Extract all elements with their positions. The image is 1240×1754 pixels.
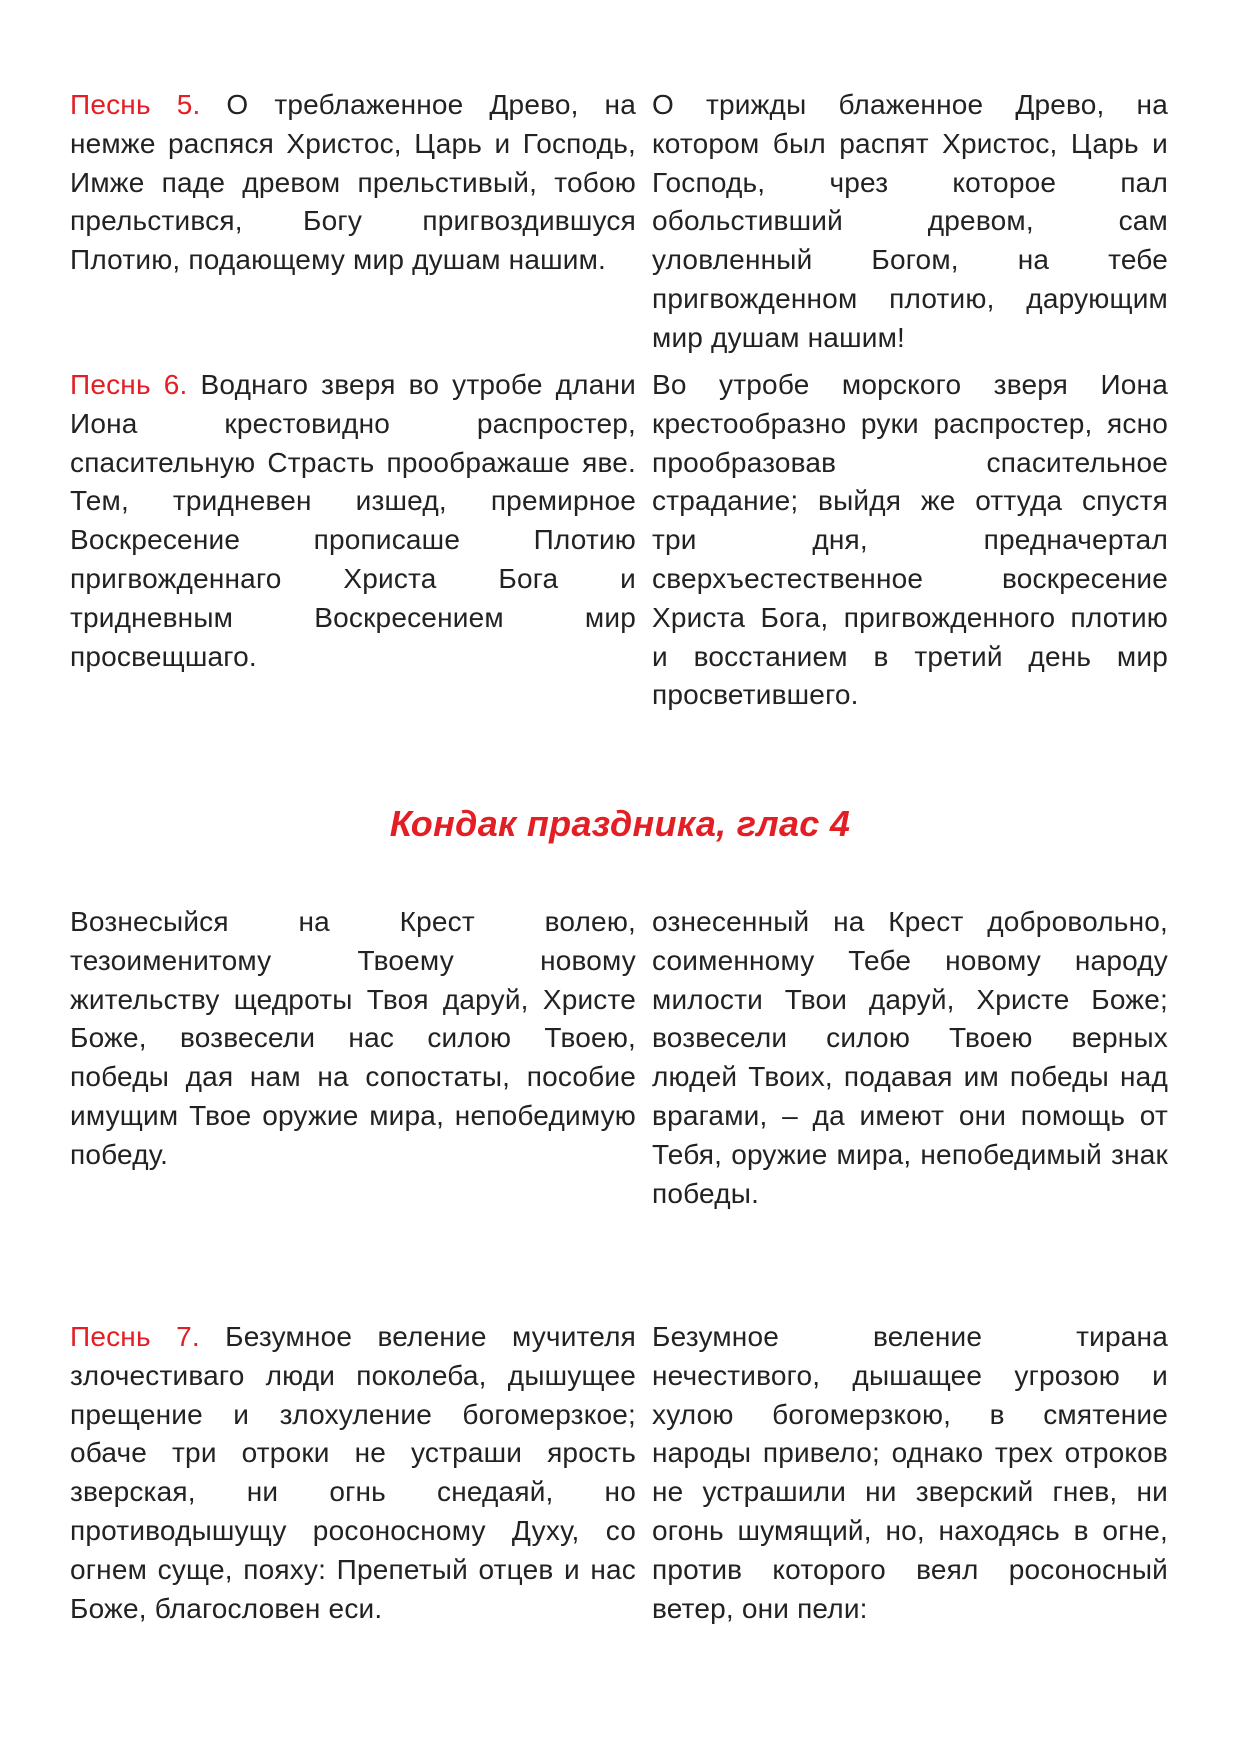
- section-song-6: [70, 366, 1168, 715]
- church-slavonic-column: [70, 1318, 636, 1628]
- translation-text: Безумное веление тирана нечестивого, дышащее угрозою и хулою богомерзкою, в смятение народы привело; однако трех отроков не устрашили ни зверский гнев, ни огонь шумящий, но, находясь в огне, против которого веял росоносный ветер, они пели:: [652, 1321, 1168, 1624]
- translation-text: Во утробе морского зверя Иона крестообразно руки распростер, ясно прообразовав спасительное страдание; выйдя же оттуда спустя три дня, предначертал сверхъестественное воскресение Христа Бога, пригвожденного плотию и восстанием в третий день мир просветившего.: [652, 369, 1168, 711]
- church-slavonic-column: [70, 903, 636, 1213]
- section-song-5: [70, 86, 1168, 358]
- slavonic-text: Безумное веление мучителя злочестиваго люди поколеба, дышущее прещение и злохуление богомерзкое; обаче три отроки не устраши ярость зверская, ни огнь снедаяй, но противодышущу росоносному Духу, со огнем суще, пояху: Препетый отцев и нас Боже, благословен еси.: [70, 1321, 637, 1624]
- slavonic-text: Воднаго зверя во утробе длани Иона крестовидно распростер, спасительную Страсть проображаше яве. Тем, тридневен изшед, премирное Воскресение прописаше Плотию пригвожденнаго Христа Бога и тридневным Воскресением мир просвещшаго.: [70, 369, 636, 672]
- paragraph: [70, 1318, 636, 1628]
- translation-text: ознесенный на Крест добровольно, соименному Тебе новому народу милости Твои даруй, Христе Боже; возвесели силою Твоею верных людей Твоих, подавая им победы над врагами, – да имеют они помощь от Тебя, оружие мира, непобедимый знак победы.: [652, 906, 1168, 1209]
- kontakion-heading: Кондак праздника, глас 4: [389, 803, 851, 844]
- russian-translation-column: [652, 366, 1168, 715]
- section-kontakion: [70, 903, 1168, 1213]
- slavonic-text: О треблаженное Древо, на немже распяся Христос, Царь и Господь, Имже паде древом прельстивый, тобою прельстився, Богу пригвоздившуся Плотию, подающему мир душам нашим.: [70, 89, 636, 276]
- russian-translation-column: [652, 1318, 1168, 1628]
- song-label: Песнь 5.: [70, 89, 201, 120]
- section-song-7: [70, 1318, 1168, 1628]
- church-slavonic-column: [70, 366, 636, 715]
- church-slavonic-column: [70, 86, 636, 358]
- russian-translation-column: [652, 903, 1168, 1213]
- song-label: Песнь 6.: [70, 369, 188, 400]
- slavonic-text: Вознесыйся на Крест волею, тезоименитому Твоему новому жительству щедроты Твоя даруй, Христе Боже, возвесели нас силою Твоею, победы дая нам на сопостаты, пособие имущим Твое оружие мира, непобедимую победу.: [70, 906, 636, 1170]
- paragraph: [70, 366, 636, 676]
- paragraph: [70, 86, 636, 280]
- translation-text: О трижды блаженное Древо, на котором был распят Христос, Царь и Господь, чрез которое пал обольстивший древом, сам уловленный Богом, на тебе пригвожденном плотию, дарующим мир душам нашим!: [652, 89, 1168, 353]
- russian-translation-column: [652, 86, 1168, 358]
- song-label: Песнь 7.: [70, 1321, 200, 1352]
